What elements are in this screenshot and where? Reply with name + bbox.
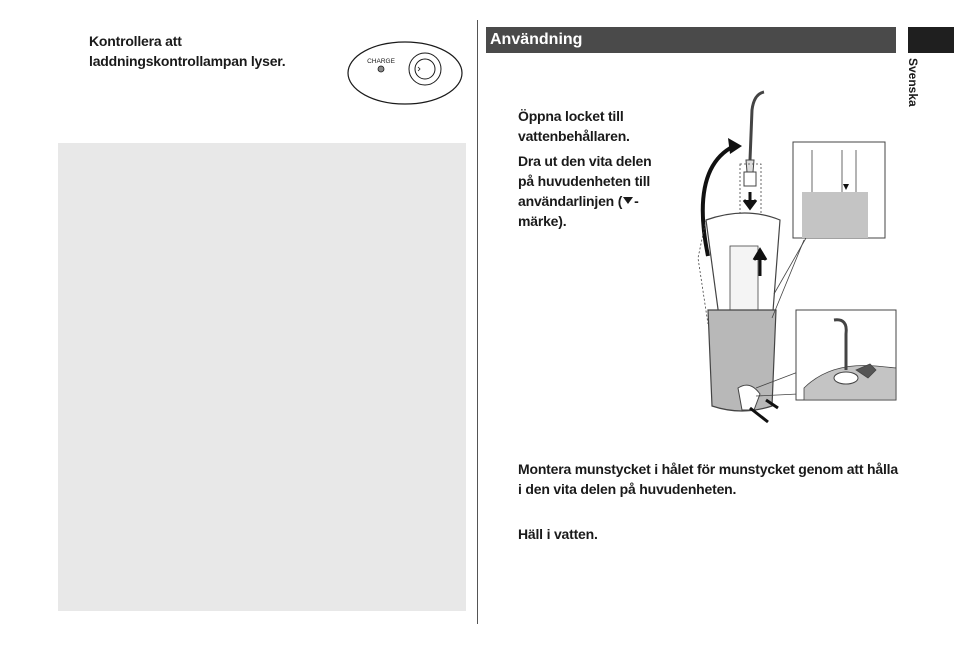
charger-base-outline — [348, 42, 462, 104]
language-label: Svenska — [906, 58, 920, 107]
charge-lamp-diagram — [346, 40, 466, 106]
arrow-down-icon — [744, 192, 756, 208]
step-pour-water: Häll i vatten. — [518, 526, 598, 542]
language-tab — [908, 27, 954, 53]
step-pull-text-1: Dra ut den vita delen på huvudenheten till användarlinjen ( — [518, 153, 652, 209]
charge-lamp-icon — [378, 66, 384, 72]
step-pull-text-2: -märke). — [518, 193, 639, 229]
section-header: Användning — [486, 27, 896, 53]
blank-panel — [58, 143, 466, 611]
step-open-lid: Öppna locket till vattenbehållaren. — [518, 108, 630, 144]
language-label-wrap — [906, 58, 954, 107]
down-triangle-icon — [623, 197, 633, 204]
nozzle-icon — [750, 92, 764, 160]
oral-irrigator-illustration — [680, 88, 900, 428]
charge-check-instruction: Kontrollera att laddningskontrollampan lyser. — [89, 33, 286, 69]
charge-lamp-label: CHARGE — [367, 58, 395, 65]
step-pull-part — [518, 151, 670, 231]
step-mount-nozzle: Montera munstycket i hålet för munstycket genom att hålla i den vita delen på huvudenheten. — [518, 461, 898, 497]
power-button-icon — [415, 59, 435, 79]
column-divider — [477, 20, 478, 624]
